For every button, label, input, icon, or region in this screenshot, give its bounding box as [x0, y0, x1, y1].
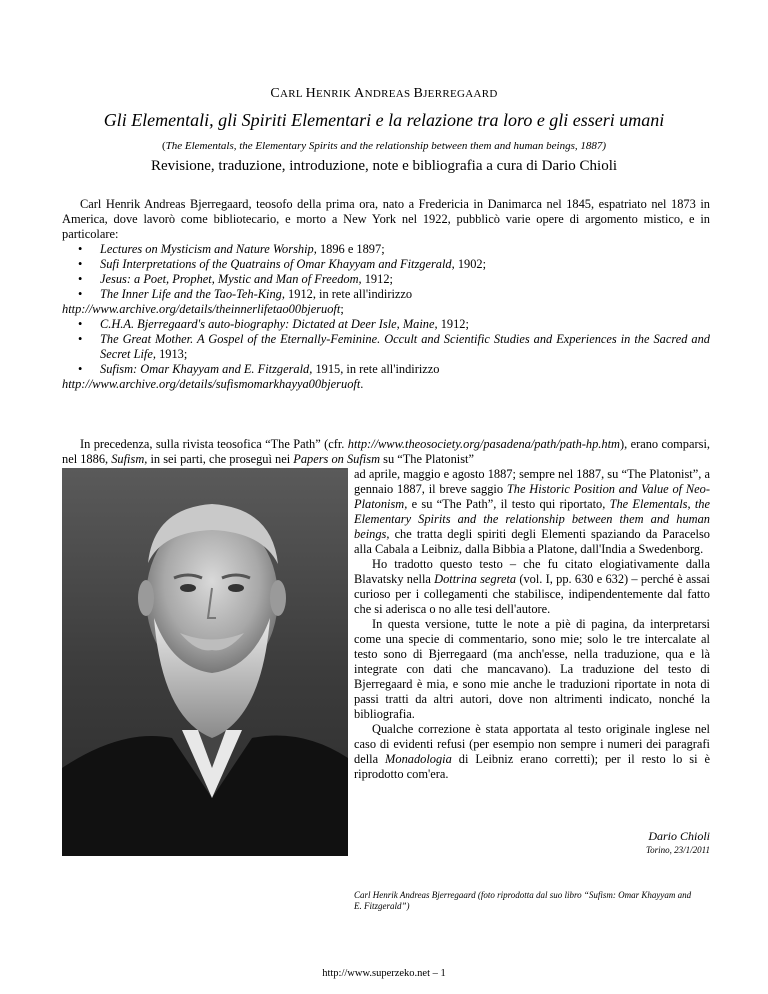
portrait-photo — [62, 468, 348, 856]
work-detail: 1912; — [437, 317, 469, 331]
work-detail: ; — [340, 302, 344, 316]
work-detail: 1913; — [155, 347, 188, 361]
works-list — [62, 242, 710, 392]
subtitle-paren: ( — [161, 140, 166, 152]
work-detail: 1912; — [361, 272, 393, 286]
curator-line: Revisione, traduzione, introduzione, note e bibliografia a cura di Dario Chioli — [150, 158, 618, 174]
author-heading — [0, 86, 768, 102]
text-run: In precedenza, sulla rivista teosofica “The Path” (cfr. — [80, 437, 348, 451]
document-title: Gli Elementali, gli Spiriti Elementari e la relazione tra loro e gli esseri umani — [103, 110, 665, 130]
paragraph: In questa versione, tutte le note a piè di pagina, da interpretarsi come una specie di commentario, sono mie; solo le tre intercalate al testo sono di Bjerregaard (ma anch'esse, nella traduzione, qua e là integrate con dati che mancavano). La traduzione del testo di Bjerregaard è mia, e sono mie anche le traduzioni riportate in nota di passi tratti da altri autori, dove non altrimenti indicato, nonché la bibliografia. — [354, 617, 710, 721]
bullet-icon: • — [78, 287, 83, 301]
subtitle-text: The Elementals, the Elementary Spirits and the relationship between them and human beings, 1887) — [165, 140, 607, 152]
work-detail: 1912, in rete all'indirizzo — [284, 287, 413, 301]
list-item — [62, 332, 710, 362]
work-title: Sufism, — [111, 452, 148, 466]
text-run: (vol. I, pp. 630 e 632) – perché è assai curioso per i collegamenti che stabilisce, indipendentemente dal fatto che si aderisca o no alle tesi dell'autore. — [354, 572, 710, 616]
text-run: ), erano comparsi, nel 1886, — [62, 437, 710, 466]
work-title: The Historic Position and Value of Neo-Platonism, — [354, 482, 710, 511]
page-footer[interactable]: http://www.superzeko.net – 1 — [322, 968, 446, 979]
paragraph — [354, 557, 710, 617]
work-title: Sufi Interpretations of the Quatrains of Omar Khayyam and Fitzgerald, — [100, 257, 455, 271]
list-item — [62, 317, 710, 332]
work-title: The Elementals, the Elementary Spirits and the relationship between them and human beings, — [354, 497, 710, 541]
text-run: in sei parti, che proseguì nei — [147, 452, 294, 466]
portrait-illustration — [62, 468, 348, 856]
bullet-icon: • — [78, 317, 83, 331]
work-detail: 1915, in rete all'indirizzo — [312, 362, 440, 376]
intro-paragraph: Carl Henrik Andreas Bjerregaard, teosofo della prima ora, nato a Fredericia in Danimarca nel 1845, espatriato nel 1873 in America, dove lavorò come bibliotecario, e morto a New York nel 1922, pubblicò varie opere di argomento mistico, e in particolare: — [62, 197, 710, 241]
list-item — [62, 242, 710, 257]
work-title: Papers on Sufism — [293, 452, 381, 466]
work-detail: . — [360, 377, 364, 391]
bullet-icon: • — [78, 332, 83, 346]
author-smallcaps: NDREAS — [364, 88, 414, 100]
work-title: The Great Mother. A Gospel of the Eternally-Feminine. Occult and Scientific Studies and Experiences in the Sacred and Secret Life, — [100, 332, 710, 361]
text-run: ad aprile, maggio e agosto 1887; sempre nel 1887, su “The Platonist”, a gennaio 1887, il breve saggio — [354, 467, 710, 496]
author-smallcaps: ARL — [280, 88, 306, 100]
author-initial: A — [354, 86, 365, 101]
text-run: Qualche correzione è stata apportata al testo originale inglese nel caso di evidenti refusi (per esempio non sempre i numeri dei paragrafi della — [354, 722, 710, 766]
work-title: Lectures on Mysticism and Nature Worship, — [100, 242, 317, 256]
list-item — [62, 272, 710, 287]
work-title: Dottrina segreta — [434, 572, 517, 586]
paragraph — [354, 467, 710, 557]
paragraph — [354, 722, 710, 782]
photo-caption: Carl Henrik Andreas Bjerregaard (foto riprodotta dal suo libro “Sufism: Omar Khayyam and E. Fitzgerald”) — [354, 890, 692, 911]
work-title: The Inner Life and the Tao-Teh-King, — [100, 287, 285, 301]
work-title: Jesus: a Poet, Prophet, Mystic and Man of Freedom, — [100, 272, 362, 286]
text-run: che tratta degli spiriti degli Elementi spaziando da Paracelso alla Cabala a Leibniz, dalla Bibbia a Platone, dall'India a Swedenborg. — [354, 527, 710, 556]
list-item-continuation — [62, 377, 710, 392]
text-run: Ho tradotto questo testo – che fu citato elogiativamente dalla Blavatsky nella — [354, 557, 710, 586]
list-item — [62, 257, 710, 272]
list-item-continuation — [62, 302, 710, 317]
work-title: Sufism: Omar Khayyam and E. Fitzgerald, — [100, 362, 313, 376]
bullet-icon: • — [78, 272, 83, 286]
list-item — [62, 362, 710, 377]
author-smallcaps: ENRIK — [316, 88, 355, 100]
signature: Dario Chioli — [648, 829, 710, 843]
work-url[interactable]: http://www.archive.org/details/sufismomarkhayya00bjeruoft — [62, 377, 361, 391]
signature-date: Torino, 23/1/2011 — [645, 845, 710, 855]
author-smallcaps: JERREGAARD — [423, 88, 498, 100]
document-subtitle — [0, 140, 768, 152]
right-column-text — [354, 467, 710, 782]
work-url[interactable]: http://www.archive.org/details/theinnerlifetao00bjeruoft — [62, 302, 341, 316]
bullet-icon: • — [78, 362, 83, 376]
text-run: e su “The Path”, il testo qui riportato, — [407, 497, 610, 511]
work-detail: 1896 e 1897; — [316, 242, 385, 256]
text-run: di Leibniz erano corretti); per il resto lo si è riprodotto com'era. — [354, 752, 710, 781]
author-initial: C — [270, 86, 281, 101]
history-paragraph — [62, 437, 710, 467]
path-url[interactable]: http://www.theosociety.org/pasadena/path/path-hp.htm — [347, 437, 620, 451]
bullet-icon: • — [78, 257, 83, 271]
bullet-icon: • — [78, 242, 83, 256]
author-initial: B — [413, 86, 424, 101]
work-title: Monadologia — [385, 752, 452, 766]
author-initial: H — [305, 86, 316, 101]
work-title: C.H.A. Bjerregaard's auto-biography: Dictated at Deer Isle, Maine, — [100, 317, 438, 331]
work-detail: 1902; — [454, 257, 487, 271]
list-item — [62, 287, 710, 302]
text-run: su “The Platonist” — [380, 452, 474, 466]
